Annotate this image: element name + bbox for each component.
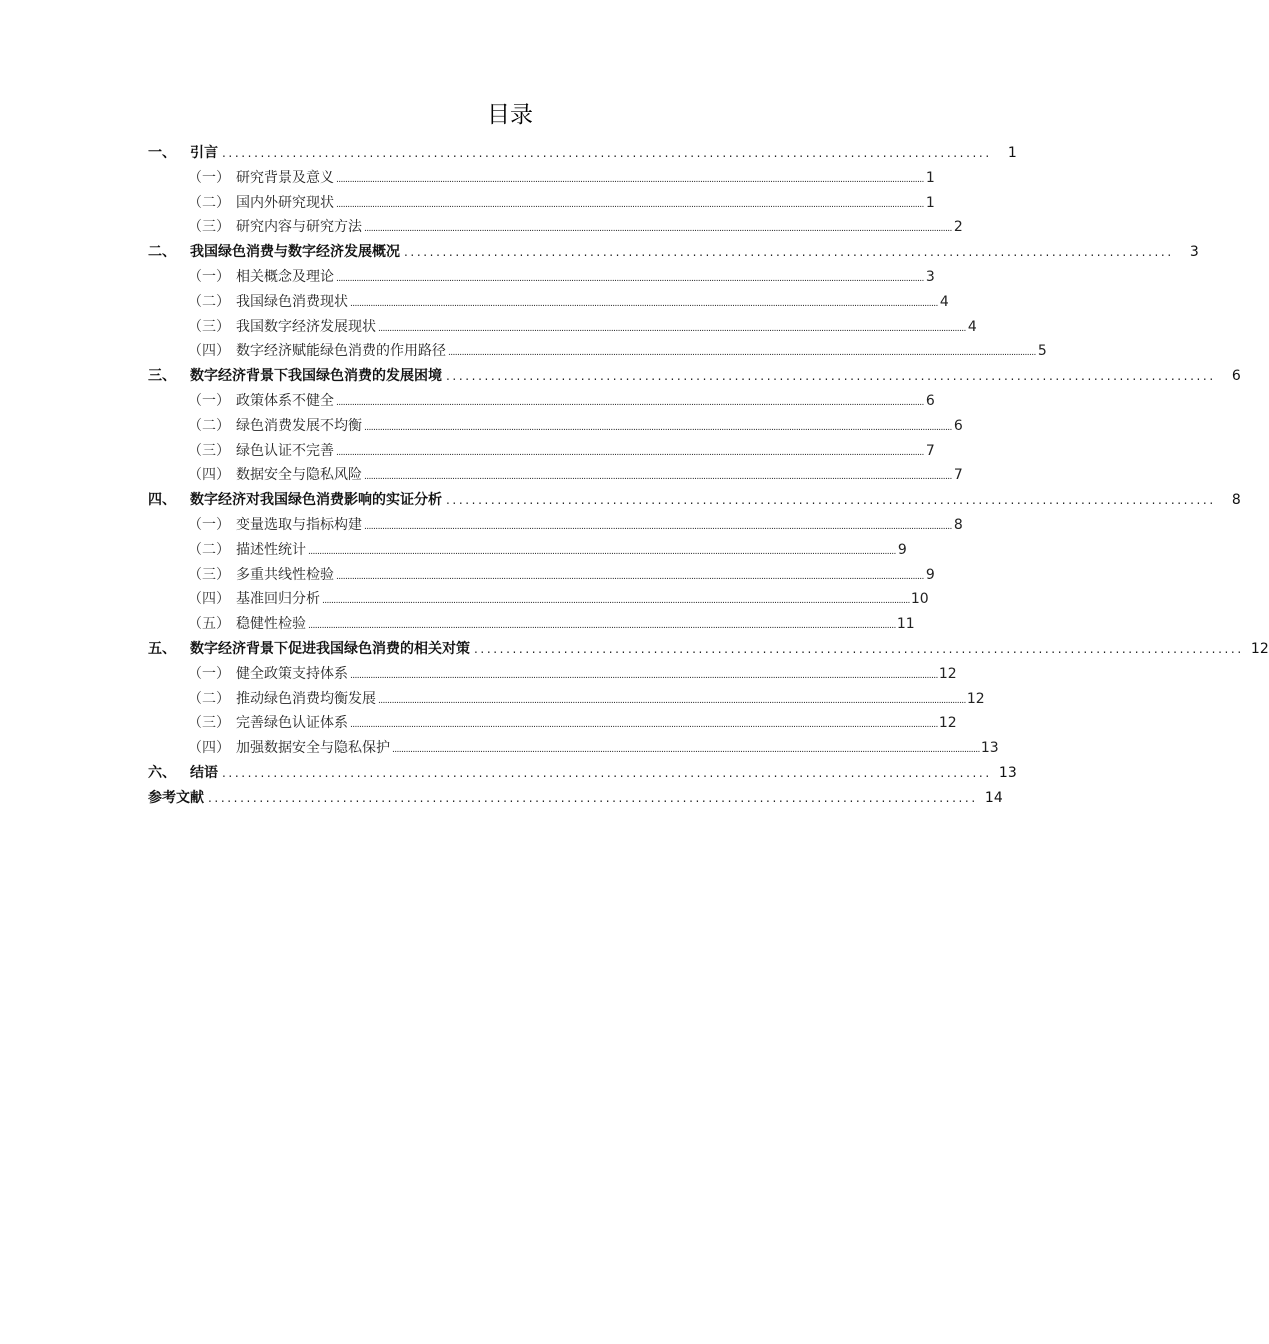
toc-entry-number: （二） [188, 541, 230, 558]
toc-page-number: 1 [1007, 145, 1017, 161]
toc-entry-number: （三） [188, 219, 230, 236]
toc-entry-number: （一） [188, 392, 230, 409]
toc-page-number: 1 [925, 169, 935, 186]
toc-entry-title: 相关概念及理论 [236, 268, 334, 285]
toc-dot-leader: ........................................................................................................................ [222, 765, 992, 780]
toc-entry-number: （一） [188, 169, 230, 186]
toc-entry-title: 国内外研究现状 [236, 194, 334, 211]
toc-entry-title: 健全政策支持体系 [236, 665, 348, 682]
toc-dot-leader: ........................................................................................................................ [446, 493, 1216, 508]
toc-entry-number: （一） [188, 268, 230, 285]
toc-dot-leader: .................................................................................................................................................................................................................................................................... [378, 695, 966, 706]
toc-dot-leader: .................................................................................................................................................................................................................................................................... [448, 348, 1036, 359]
toc-entry-title: 我国绿色消费与数字经济发展概况 [190, 244, 400, 261]
toc-dot-leader: ........................................................................................................................ [404, 245, 1174, 260]
toc-page-number: 3 [925, 268, 935, 285]
toc-entry-number: （四） [188, 343, 230, 360]
toc-entry-number: （二） [188, 293, 230, 310]
toc-chapter-entry[interactable] [148, 240, 1199, 265]
toc-page-number: 5 [1037, 343, 1047, 360]
toc-page-number: 1 [925, 194, 935, 211]
toc-dot-leader: ........................................................................................................................ [446, 369, 1216, 384]
toc-section-entry[interactable] [148, 191, 935, 216]
toc-section-entry[interactable] [148, 215, 963, 240]
toc-entry-title: 数字经济背景下促进我国绿色消费的相关对策 [190, 640, 470, 657]
toc-dot-leader: .................................................................................................................................................................................................................................................................... [364, 521, 952, 532]
toc-entry-title: 数字经济背景下我国绿色消费的发展困境 [190, 368, 442, 385]
toc-chapter-entry[interactable] [148, 488, 1241, 513]
toc-entry-number: 二、 [148, 244, 176, 261]
toc-dot-leader: .................................................................................................................................................................................................................................................................... [336, 397, 924, 408]
toc-entry-title: 加强数据安全与隐私保护 [236, 740, 390, 757]
toc-entry-number: （二） [188, 417, 230, 434]
toc-dot-leader: .................................................................................................................................................................................................................................................................... [336, 199, 924, 210]
toc-dot-leader: .................................................................................................................................................................................................................................................................... [336, 571, 924, 582]
toc-entry-title: 描述性统计 [236, 541, 306, 558]
toc-section-entry[interactable] [148, 265, 935, 290]
toc-entry-title: 数据安全与隐私风险 [236, 467, 362, 484]
toc-section-entry[interactable] [148, 414, 963, 439]
toc-entry-number: （四） [188, 467, 230, 484]
toc-dot-leader: .................................................................................................................................................................................................................................................................... [378, 323, 966, 334]
toc-entry-title: 政策体系不健全 [236, 392, 334, 409]
toc-entry-title: 稳健性检验 [236, 616, 306, 633]
toc-section-entry[interactable] [148, 513, 963, 538]
toc-dot-leader: .................................................................................................................................................................................................................................................................... [392, 745, 980, 756]
toc-page-number: 14 [984, 789, 1003, 806]
toc-section-entry[interactable] [148, 736, 999, 761]
toc-chapter-entry[interactable] [148, 364, 1241, 389]
toc-entry-number: （三） [188, 715, 230, 732]
toc-entry-number: 一、 [148, 145, 176, 161]
toc-dot-leader: .................................................................................................................................................................................................................................................................... [364, 472, 952, 483]
toc-dot-leader: .................................................................................................................................................................................................................................................................... [350, 720, 938, 731]
toc-entry-number: 六、 [148, 764, 176, 781]
toc-entry-title: 研究内容与研究方法 [236, 219, 362, 236]
toc-page-number: 2 [953, 219, 963, 236]
toc-section-entry[interactable] [148, 538, 907, 563]
toc-entry-number: （二） [188, 194, 230, 211]
toc-entry-title: 参考文献 [148, 789, 204, 806]
toc-chapter-entry[interactable] [148, 786, 1003, 811]
toc-section-entry[interactable] [148, 439, 935, 464]
toc-chapter-entry[interactable] [148, 637, 1269, 662]
toc-page-number: 6 [1231, 368, 1241, 385]
toc-entry-number: 三、 [148, 368, 176, 385]
toc-section-entry[interactable] [148, 687, 985, 712]
toc-page-number: 13 [998, 764, 1017, 781]
toc-entry-title: 我国数字经济发展现状 [236, 318, 376, 335]
toc-dot-leader: ........................................................................................................................ [222, 146, 992, 160]
toc-page-number: 9 [925, 566, 935, 583]
toc-dot-leader: .................................................................................................................................................................................................................................................................... [336, 273, 924, 284]
toc-entry-number: （二） [188, 690, 230, 707]
toc-dot-leader: .................................................................................................................................................................................................................................................................... [350, 670, 938, 681]
table-of-contents [148, 141, 1269, 811]
toc-entry-title: 数字经济对我国绿色消费影响的实证分析 [190, 492, 442, 509]
toc-section-entry[interactable] [148, 662, 957, 687]
toc-page-number: 6 [925, 392, 935, 409]
toc-chapter-entry[interactable] [148, 141, 1017, 166]
toc-page-number: 11 [896, 616, 915, 633]
toc-page-number: 12 [1250, 640, 1269, 657]
toc-entry-title: 变量选取与指标构建 [236, 516, 362, 533]
toc-entry-title: 绿色认证不完善 [236, 442, 334, 459]
toc-page-number: 3 [1189, 244, 1199, 261]
toc-entry-title: 基准回归分析 [236, 591, 320, 608]
toc-section-entry[interactable] [148, 290, 949, 315]
toc-entry-title: 我国绿色消费现状 [236, 293, 348, 310]
toc-section-entry[interactable] [148, 587, 929, 612]
toc-entry-number: （四） [188, 740, 230, 757]
toc-page-number: 4 [939, 293, 949, 310]
toc-page-number: 7 [925, 442, 935, 459]
toc-page-number: 13 [980, 740, 999, 757]
toc-entry-number: 五、 [148, 640, 176, 657]
toc-page-number: 12 [938, 665, 957, 682]
toc-page-number: 10 [910, 591, 929, 608]
toc-entry-number: （三） [188, 566, 230, 583]
toc-section-entry[interactable] [148, 339, 1047, 364]
toc-entry-number: （五） [188, 616, 230, 633]
toc-section-entry[interactable] [148, 463, 963, 488]
toc-dot-leader: .................................................................................................................................................................................................................................................................... [336, 174, 924, 185]
toc-section-entry[interactable] [148, 389, 935, 414]
toc-dot-leader: .................................................................................................................................................................................................................................................................... [308, 546, 896, 557]
toc-entry-number: （三） [188, 442, 230, 459]
toc-entry-title: 研究背景及意义 [236, 169, 334, 186]
toc-section-entry[interactable] [148, 711, 957, 736]
toc-dot-leader: .................................................................................................................................................................................................................................................................... [364, 224, 952, 235]
toc-entry-number: 四、 [148, 492, 176, 509]
toc-dot-leader: ........................................................................................................................ [474, 641, 1244, 656]
toc-entry-title: 数字经济赋能绿色消费的作用路径 [236, 343, 446, 360]
toc-entry-title: 结语 [190, 764, 218, 781]
toc-section-entry[interactable] [148, 563, 935, 588]
toc-page-number: 6 [953, 417, 963, 434]
toc-section-entry[interactable] [148, 315, 977, 340]
toc-page-number: 7 [953, 467, 963, 484]
toc-section-entry[interactable] [148, 166, 935, 191]
toc-dot-leader: .................................................................................................................................................................................................................................................................... [322, 596, 910, 607]
toc-entry-number: （四） [188, 591, 230, 608]
toc-entry-title: 推动绿色消费均衡发展 [236, 690, 376, 707]
toc-dot-leader: .................................................................................................................................................................................................................................................................... [350, 298, 938, 309]
toc-section-entry[interactable] [148, 612, 915, 637]
toc-page-number: 12 [966, 690, 985, 707]
toc-entry-number: （一） [188, 665, 230, 682]
page-title: 目录 [487, 102, 533, 128]
toc-dot-leader: .................................................................................................................................................................................................................................................................... [336, 447, 924, 458]
toc-entry-number: （一） [188, 516, 230, 533]
toc-dot-leader: .................................................................................................................................................................................................................................................................... [308, 621, 896, 632]
toc-page-number: 9 [897, 541, 907, 558]
toc-dot-leader: .................................................................................................................................................................................................................................................................... [364, 422, 952, 433]
toc-page-number: 12 [938, 715, 957, 732]
toc-page-number: 4 [967, 318, 977, 335]
toc-entry-title: 完善绿色认证体系 [236, 715, 348, 732]
toc-page-number: 8 [1231, 492, 1241, 509]
toc-entry-title: 绿色消费发展不均衡 [236, 417, 362, 434]
toc-entry-title: 引言 [190, 145, 218, 161]
toc-chapter-entry[interactable] [148, 761, 1017, 786]
toc-entry-number: （三） [188, 318, 230, 335]
toc-entry-title: 多重共线性检验 [236, 566, 334, 583]
toc-page-number: 8 [953, 516, 963, 533]
toc-dot-leader: ........................................................................................................................ [208, 790, 978, 805]
